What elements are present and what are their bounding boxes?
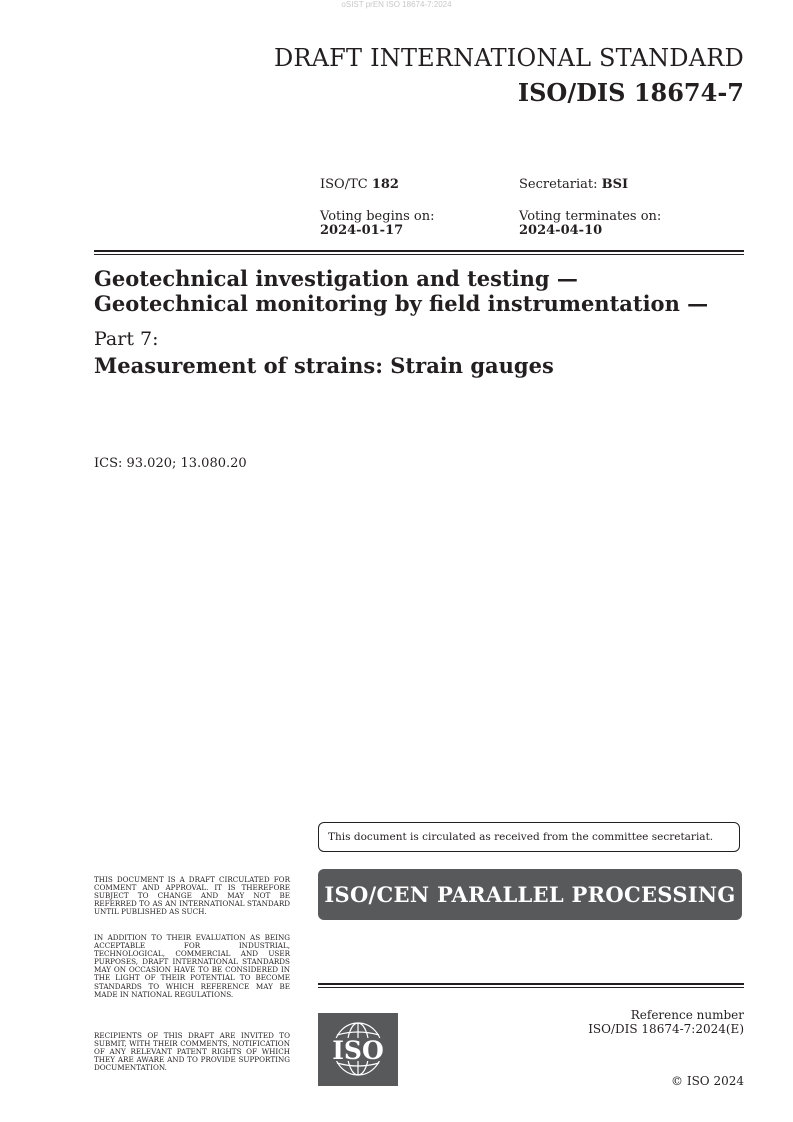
voting-terminates-date: 2024-04-10 xyxy=(519,223,603,238)
iso-globe-icon xyxy=(318,1013,398,1086)
voting-terminates xyxy=(519,210,661,238)
secretariat xyxy=(519,178,628,192)
reference-number: ISO/DIS 18674-7:2024(E) xyxy=(588,1022,744,1036)
header-divider xyxy=(94,250,744,255)
part-label: Part 7: xyxy=(94,328,159,350)
document-number-heading: ISO/DIS 18674-7 xyxy=(517,78,744,107)
parallel-processing-banner: ISO/CEN PARALLEL PROCESSING xyxy=(318,869,742,920)
footer-divider xyxy=(318,983,744,988)
voting-terminates-label: Voting terminates on: xyxy=(519,209,662,224)
secretariat-value: BSI xyxy=(601,177,629,192)
ics-codes: ICS: 93.020; 13.080.20 xyxy=(94,456,247,471)
copyright: © ISO 2024 xyxy=(671,1074,744,1088)
document-type-heading: DRAFT INTERNATIONAL STANDARD xyxy=(273,44,744,72)
iso-logo-text: ISO xyxy=(332,1036,384,1065)
main-title: Geotechnical investigation and testing — Geotechnical monitoring by field instrumentation — xyxy=(94,266,709,316)
part-title: Measurement of strains: Strain gauges xyxy=(94,353,554,378)
disclaimer-paragraph-3: RECIPIENTS OF THIS DRAFT ARE INVITED TO SUBMIT, WITH THEIR COMMENTS, NOTIFICATION OF ANY RELEVANT PATENT RIGHTS OF WHICH THEY ARE AWARE AND TO PROVIDE SUPPORTING DOCUMENTATION. xyxy=(94,1031,290,1073)
disclaimer-paragraph-1: THIS DOCUMENT IS A DRAFT CIRCULATED FOR COMMENT AND APPROVAL. IT IS THEREFORE SUBJECT TO CHANGE AND MAY NOT BE REFERRED TO AS AN INTERNATIONAL STANDARD UNTIL PUBLISHED AS SUCH. xyxy=(94,875,290,917)
reference-block xyxy=(588,1008,744,1036)
voting-begins-label: Voting begins on: xyxy=(320,209,435,224)
watermark: oSIST prEN ISO 18674-7:2024 xyxy=(341,0,452,9)
committee-prefix: ISO/TC xyxy=(320,177,372,192)
voting-begins-date: 2024-01-17 xyxy=(320,223,404,238)
committee xyxy=(320,178,399,192)
iso-logo xyxy=(318,1013,398,1086)
circulation-notice: This document is circulated as received from the committee secretariat. xyxy=(318,822,740,852)
voting-begins xyxy=(320,210,434,238)
disclaimer-paragraph-2: IN ADDITION TO THEIR EVALUATION AS BEING ACCEPTABLE FOR INDUSTRIAL, TECHNOLOGICAL, COMMERCIAL AND USER PURPOSES, DRAFT INTERNATIONAL STANDARDS MAY ON OCCASION HAVE TO BE CONSIDERED IN THE LIGHT OF THEIR POTENTIAL TO BECOME STANDARDS TO WHICH REFERENCE MAY BE MADE IN NATIONAL REGULATIONS. xyxy=(94,933,290,999)
secretariat-label: Secretariat: xyxy=(519,177,602,192)
reference-label: Reference number xyxy=(630,1008,744,1022)
committee-number: 182 xyxy=(371,177,399,192)
